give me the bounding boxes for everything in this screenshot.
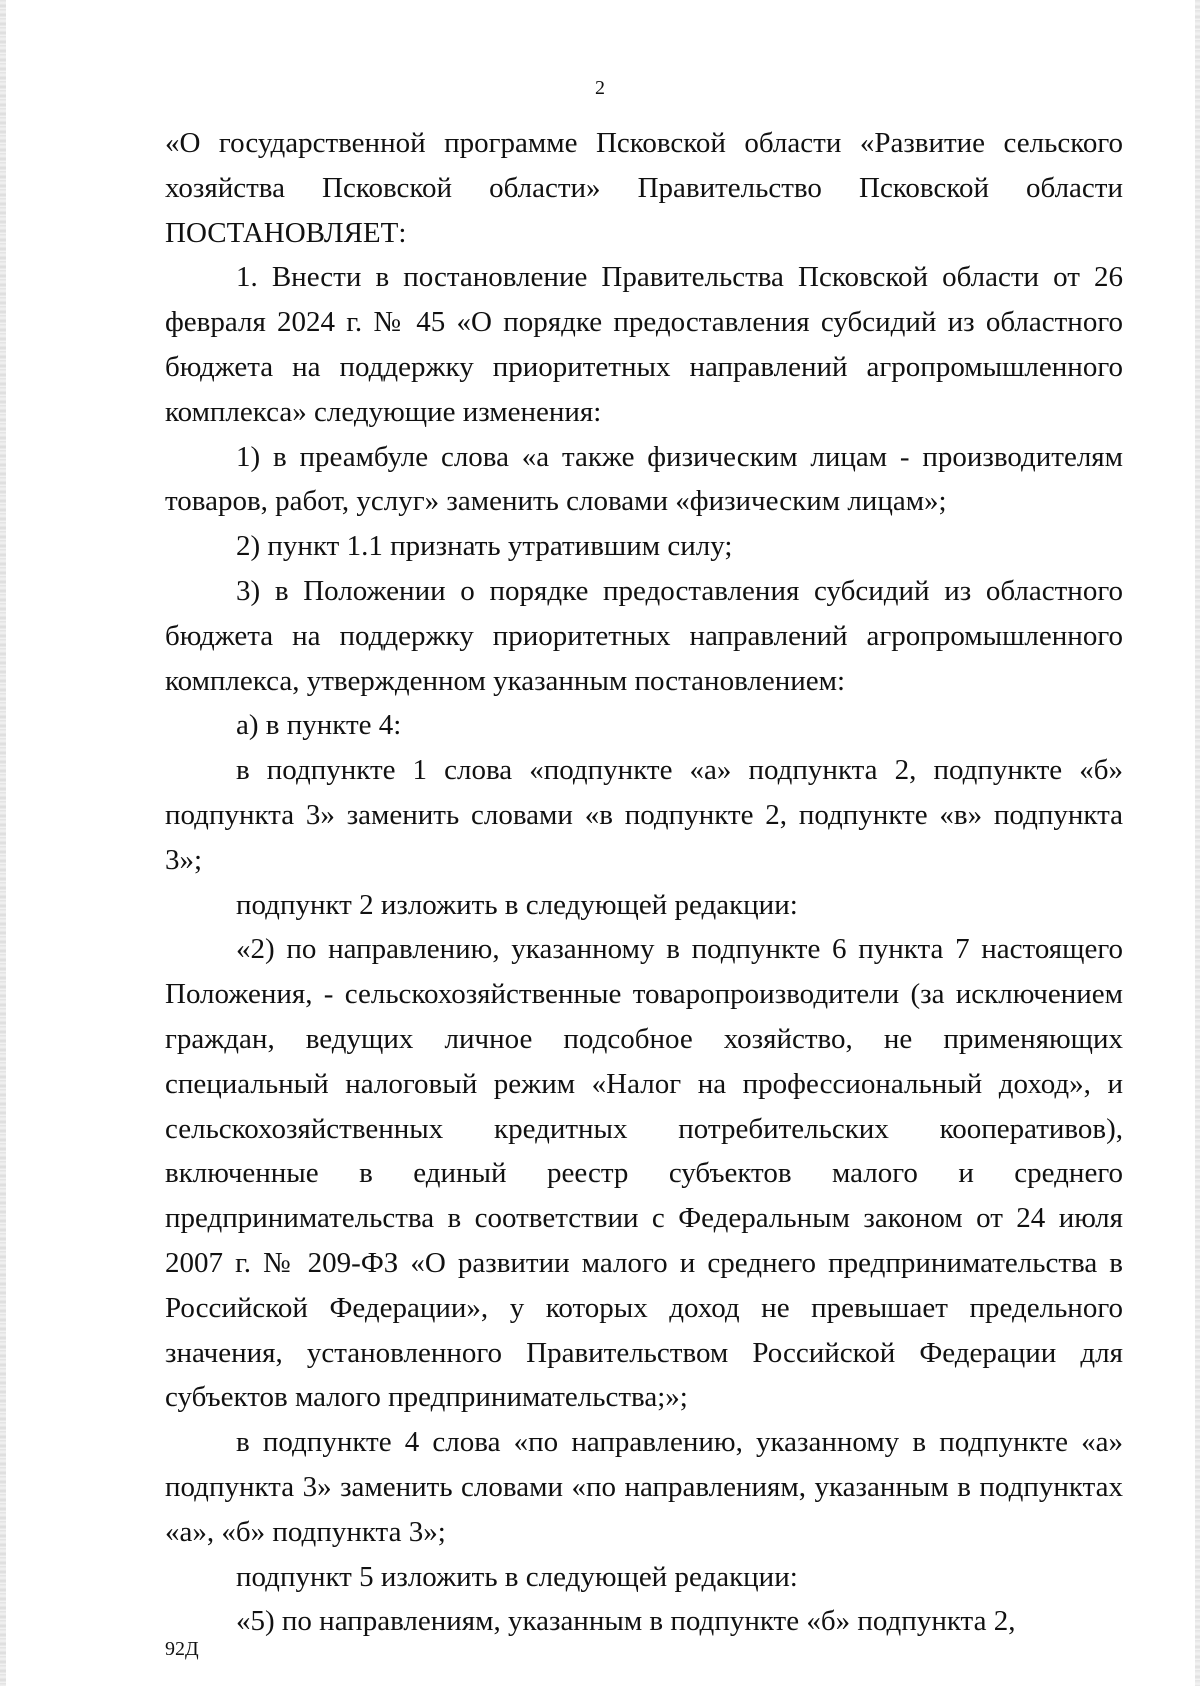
scan-edge-left	[0, 0, 6, 1686]
page-number: 2	[595, 77, 605, 99]
document-body	[165, 121, 1123, 1644]
paragraph: 2) пункт 1.1 признать утратившим силу;	[236, 530, 733, 563]
paragraph: «2) по направлению, указанному в подпункте 6 пункта 7 настоящего Положения, - сельскохозяйственные товаропроизводители (за исключением граждан, ведущих личное подсобное хозяйство, не применяющих специальный налоговый режим «Налог на профессиональный доход», и сельскохозяйственных кредитных потребительских кооперативов), включенные в единый реестр субъектов малого и среднего предпринимательства в соответствии с Федеральным законом от 24 июля 2007 г. № 209-ФЗ «О развитии малого и среднего предпринимательства в Российской Федерации», у которых доход не превышает предельного значения, установленного Правительством Российской Федерации для субъектов малого предпринимательства;»;	[165, 933, 1123, 1414]
paragraph: 1. Внести в постановление Правительства Псковской области от 26 февраля 2024 г. № 45 «О порядке предоставления субсидий из областного бюджета на поддержку приоритетных направлений агропромышленного комплекса» следующие изменения:	[165, 261, 1123, 428]
footer-code: 92Д	[165, 1638, 199, 1660]
paragraph: в подпункте 4 слова «по направлению, указанному в подпункте «а» подпункта 3» заменить словами «по направлениям, указанным в подпунктах «а», «б» подпункта 3»;	[165, 1426, 1123, 1548]
paragraph: подпункт 2 изложить в следующей редакции:	[236, 888, 798, 921]
paragraph: в подпункте 1 слова «подпункте «а» подпункта 2, подпункте «б» подпункта 3» заменить словами «в подпункте 2, подпункте «в» подпункта 3»;	[165, 754, 1123, 876]
paragraph: подпункт 5 изложить в следующей редакции:	[236, 1560, 798, 1593]
paragraph: «5) по направлениям, указанным в подпункте «б» подпункта 2,	[236, 1605, 1016, 1638]
paragraph: 1) в преамбуле слова «а также физическим лицам - производителям товаров, работ, услуг» заменить словами «физическим лицам»;	[165, 440, 1123, 518]
paragraph: а) в пункте 4:	[236, 709, 402, 742]
scan-edge-right	[1195, 0, 1200, 1686]
paragraph: 3) в Положении о порядке предоставления субсидий из областного бюджета на поддержку приоритетных направлений агропромышленного комплекса, утвержденном указанным постановлением:	[165, 574, 1123, 697]
paragraph: «О государственной программе Псковской области «Развитие сельского хозяйства Псковской области» Правительство Псковской области ПОСТАНОВЛЯЕТ:	[165, 127, 1123, 249]
